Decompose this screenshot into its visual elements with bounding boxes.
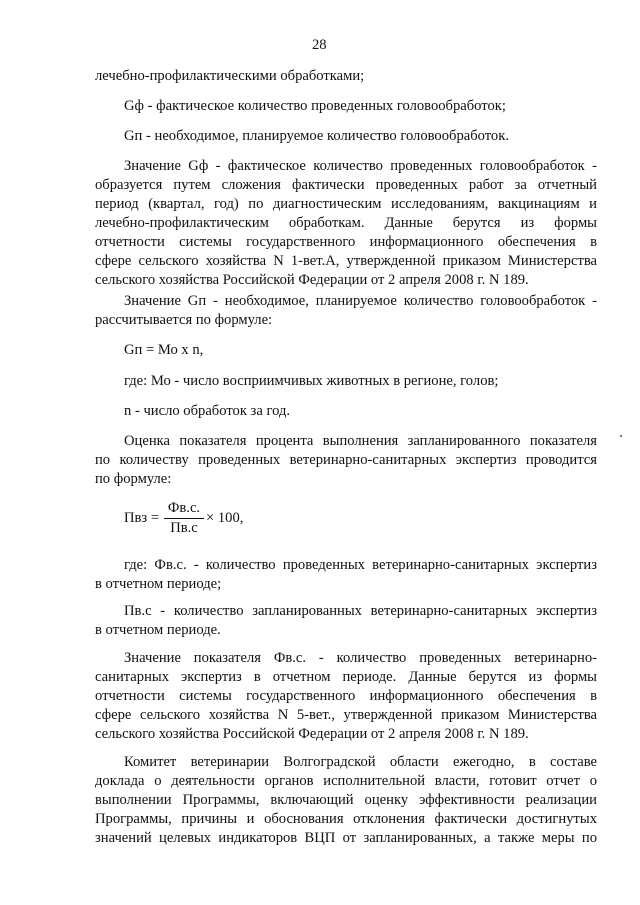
text-line: лечебно-профилактическим обработкам. Данные берутся из формы [95, 215, 597, 231]
text-line: отчетности системы государственного информационного обеспечения в [95, 234, 597, 250]
text-line: сфере сельского хозяйства N 5-вет., утвержденной приказом Министерства [95, 707, 597, 723]
text-line: выполнении Программы, включающий оценку эффективности реализации [95, 792, 597, 808]
text-line: Gп - необходимое, планируемое количество головообработок. [124, 128, 509, 144]
text-line: где: Фв.с. - количество проведенных ветеринарно-санитарных экспертиз [124, 557, 597, 573]
text-line: сельского хозяйства Российской Федерации от 2 апреля 2008 г. N 189. [95, 272, 529, 288]
formula-lhs: Пвз = [124, 510, 160, 526]
text-line: Комитет ветеринарии Волгоградской области ежегодно, в составе [124, 754, 597, 770]
text-line: отчетности системы государственного информационного обеспечения в [95, 688, 597, 704]
text-line: Значение Gп - необходимое, планируемое количество головообработок - [124, 293, 597, 309]
formula-denominator: Пв.с [170, 519, 198, 536]
text-line: в отчетном периоде. [95, 622, 221, 638]
text-line: n - число обработок за год. [124, 403, 291, 419]
text-line: Значение показателя Фв.с. - количество проведенных ветеринарно- [124, 650, 597, 666]
text-line: сельского хозяйства Российской Федерации от 2 апреля 2008 г. N 189. [95, 726, 529, 742]
text-line: сфере сельского хозяйства N 1-вет.А, утвержденной приказом Министерства [95, 253, 597, 269]
text-line: по количеству проведенных ветеринарно-санитарных экспертиз проводится [95, 452, 597, 468]
text-line: Оценка показателя процента выполнения запланированного показателя [124, 433, 597, 449]
text-line: доклада о деятельности органов исполнительной власти, готовит отчет о [95, 773, 597, 789]
text-line: Gф - фактическое количество проведенных головообработок; [124, 98, 506, 114]
text-line: Пв.с - количество запланированных ветеринарно-санитарных экспертиз [124, 603, 597, 619]
formula-gp: Gп = Мо x n, [124, 342, 204, 358]
text-line: образуется путем сложения фактически проведенных работ за отчетный [95, 177, 597, 193]
fraction-bar [164, 518, 204, 519]
formula-fraction [164, 501, 204, 535]
text-line: санитарных экспертиз в отчетном периоде. Данные берутся из формы [95, 669, 597, 685]
text-line: значений целевых индикаторов ВЦП от запланированных, а также меры по [95, 830, 597, 846]
text-line: период (квартал, год) по диагностическим исследованиям, вакцинациям и [95, 196, 597, 212]
page-number: 28 [312, 37, 327, 53]
text-line: Значение Gф - фактическое количество проведенных головообработок - [124, 158, 597, 174]
text-line: в отчетном периоде; [95, 576, 222, 592]
text-line: по формуле: [95, 471, 172, 487]
text-line: лечебно-профилактическими обработками; [95, 68, 365, 84]
text-line: где: Мо - число восприимчивых животных в регионе, голов; [124, 373, 499, 389]
scan-speck [620, 435, 622, 437]
text-line: Программы, причины и обоснования отклонения фактически достигнутых [95, 811, 597, 827]
formula-numerator: Фв.с. [167, 500, 201, 516]
formula-rhs: × 100, [206, 510, 244, 526]
text-line: рассчитывается по формуле: [95, 312, 273, 328]
